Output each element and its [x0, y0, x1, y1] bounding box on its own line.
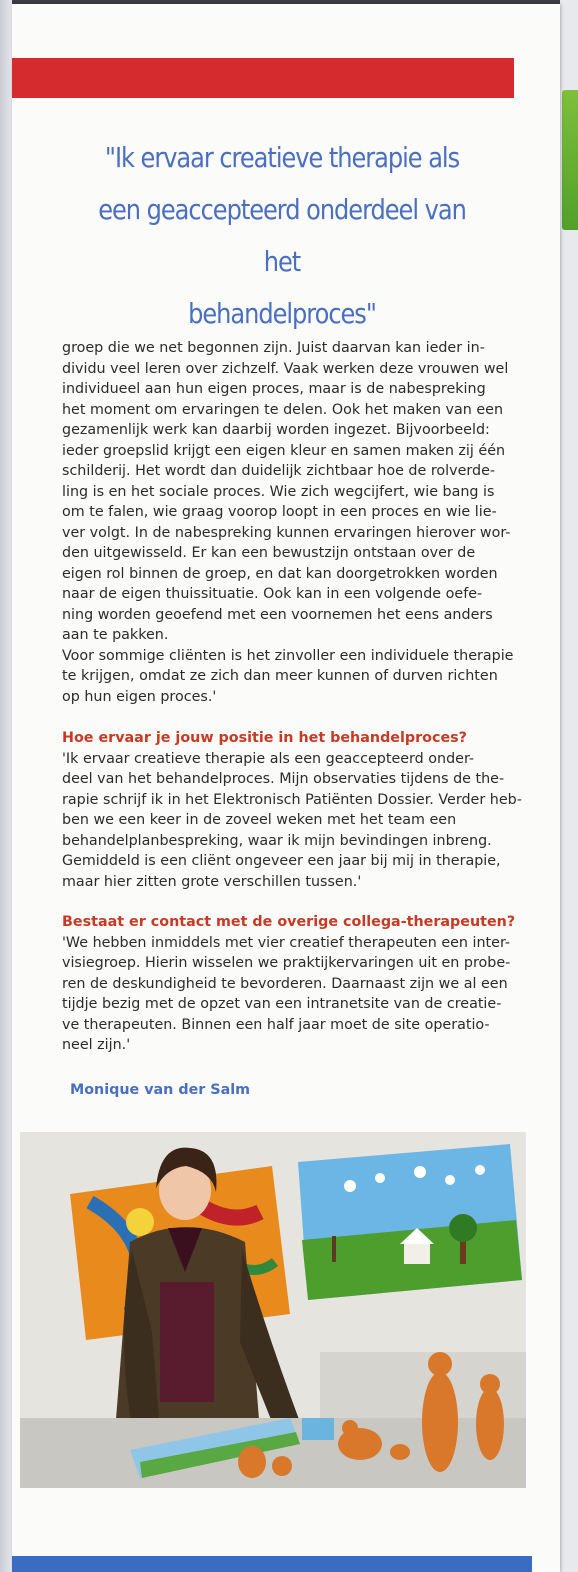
- text-line: aan te pakken.: [62, 627, 169, 643]
- text-line: groep die we net begonnen zijn. Juist daarvan kan ieder in-: [62, 340, 485, 356]
- text-line: dividu veel leren over zichzelf. Vaak werken deze vrouwen wel: [62, 360, 509, 377]
- question-section-2: [62, 912, 524, 1056]
- text-line: neel zijn.': [62, 1037, 131, 1053]
- text-line: te krijgen, omdat ze zich dan meer kunnen of durven richten: [62, 668, 498, 684]
- text-line: visiegroep. Hierin wisselen we praktijkervaringen uit en probe-: [62, 955, 511, 971]
- text-line: ling is en het sociale proces. Wie zich wegcijfert, wie bang is: [62, 483, 495, 500]
- pull-quote-line: "Ik ervaar creatieve therapie als: [104, 141, 460, 174]
- question-heading: Bestaat er contact met de overige collega-therapeuten?: [62, 914, 516, 930]
- next-page-green-tab: [562, 90, 578, 230]
- text-line: maar hier zitten grote verschillen tussen.': [62, 873, 362, 890]
- text-line: den uitgewisseld. Er kan een bewustzijn ontstaan over de: [62, 545, 476, 561]
- pull-quote-line: een geaccepteerd onderdeel van het: [98, 193, 466, 278]
- paragraph-body: [62, 338, 524, 707]
- text-line: ve therapeuten. Binnen een half jaar moet de site operatio-: [62, 1016, 490, 1033]
- question-section-1: [62, 728, 524, 892]
- text-line: rapie schrijf ik in het Elektronisch Patiënten Dossier. Verder heb-: [62, 791, 522, 808]
- text-line: individueel aan hun eigen proces, maar is de nabespreking: [62, 381, 486, 397]
- text-line: behandelplanbespreking, waar ik mijn bevindingen inbreng.: [62, 832, 492, 849]
- text-line: 'We hebben inmiddels met vier creatief therapeuten een inter-: [62, 934, 511, 951]
- text-line: naar de eigen thuissituatie. Ook kan in een volgende oefe-: [62, 586, 483, 602]
- pull-quote-line: behandelproces": [188, 297, 376, 330]
- left-binding-shadow: [0, 0, 12, 1572]
- landscape-painting: [298, 1144, 522, 1300]
- photo-illustration: [20, 1132, 526, 1488]
- text-line: Voor sommige cliënten is het zinvoller een individuele therapie: [62, 647, 514, 664]
- text-line: Gemiddeld is een cliënt ongeveer een jaar bij mij in therapie,: [62, 853, 501, 869]
- text-line: ning worden geoefend met een voornemen het eens anders: [62, 606, 493, 623]
- next-page-edge: [560, 0, 578, 1572]
- question-heading: Hoe ervaar je jouw positie in het behandelproces?: [62, 730, 467, 746]
- text-line: 'Ik ervaar creatieve therapie als een geaccepteerd onder-: [62, 750, 475, 767]
- red-header-bar: [12, 58, 514, 98]
- magazine-page: [12, 4, 560, 1572]
- text-line: op hun eigen proces.': [62, 688, 217, 705]
- photo-therapist-with-artwork: [20, 1132, 526, 1488]
- text-line: deel van het behandelproces. Mijn observaties tijdens de the-: [62, 771, 505, 787]
- text-line: ieder groepslid krijgt een eigen kleur en samen maken zij één: [62, 442, 506, 459]
- text-line: het moment om ervaringen te delen. Ook het maken van een: [62, 401, 504, 418]
- text-line: gezamenlijk werk kan daarbij worden ingezet. Bijvoorbeeld:: [62, 422, 490, 438]
- blue-footer-bar: [12, 1556, 532, 1572]
- text-line: ver volgt. In de nabespreking kunnen ervaringen hierover wor-: [62, 524, 511, 541]
- pull-quote: [84, 132, 480, 340]
- text-line: ben we een keer in de zoveel weken met het team een: [62, 812, 457, 828]
- text-line: eigen rol binnen de groep, en dat kan doorgetrokken worden: [62, 565, 498, 582]
- text-line: tijdje bezig met de opzet van een intranetsite van de creatie-: [62, 996, 502, 1012]
- text-line: schilderij. Het wordt dan duidelijk zichtbaar hoe de rolverde-: [62, 463, 496, 479]
- text-line: ren de deskundigheid te bevorderen. Daarnaast zijn we al een: [62, 975, 508, 992]
- author-name: Monique van der Salm: [70, 1082, 251, 1098]
- text-line: om te falen, wie graag voorop loopt in een proces en wie lie-: [62, 504, 497, 520]
